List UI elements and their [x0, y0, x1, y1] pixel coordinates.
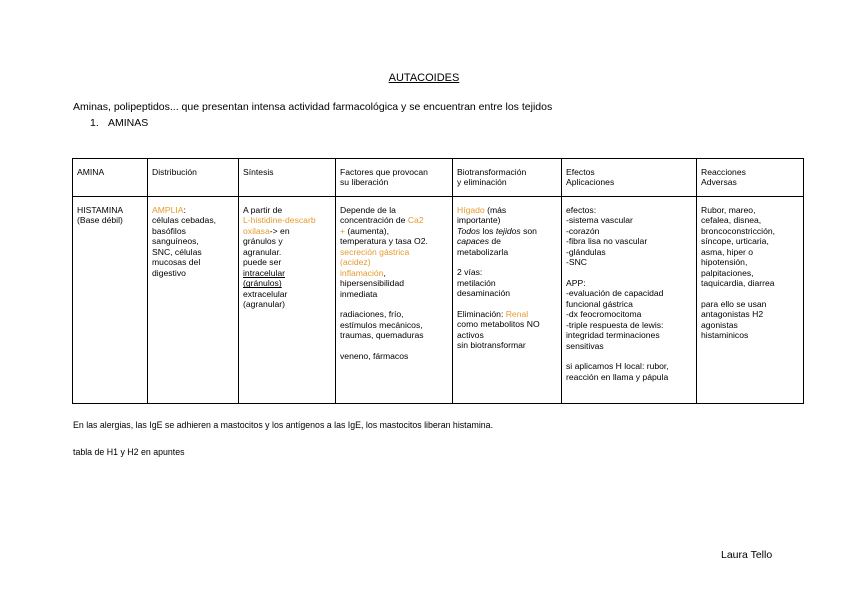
header-distribucion: Distribución: [148, 159, 239, 197]
list-number: 1.: [90, 117, 99, 129]
table-reference-note: tabla de H1 y H2 en apuntes: [73, 447, 185, 457]
header-reacciones: Reacciones Adversas: [697, 159, 804, 197]
table-row: [73, 197, 804, 404]
cell-amina: HISTAMINA (Base débil): [73, 197, 148, 404]
list-label: AMINAS: [108, 117, 149, 129]
list-item-aminas: [90, 117, 148, 129]
header-biotransformacion: Biotransformación y eliminación: [453, 159, 562, 197]
cell-factores: Depende de la concentración de Ca2 + (aumenta), temperatura y tasa O2. secreción gástrica (acidez) inflamación, hipersensibilidad inmediata radiaciones, frío, estímulos mecánicos, traumas, quemaduras veneno, fármacos: [336, 197, 453, 404]
intro-text: Aminas, polipeptidos... que presentan intensa actividad farmacológica y se encuentran entre los tejidos: [73, 101, 553, 113]
cell-distribucion: AMPLIA: células cebadas, basófilos sanguíneos, SNC, células mucosas del digestivo: [148, 197, 239, 404]
header-amina: AMINA: [73, 159, 148, 197]
header-factores: Factores que provocan su liberación: [336, 159, 453, 197]
cell-sintesis: A partir de L-histidine-descarb oxilasa-> en gránulos y agranular. puede ser intracelular (gránulos) extracelular (agranular): [239, 197, 336, 404]
author-name: Laura Tello: [721, 549, 773, 561]
header-sintesis: Síntesis: [239, 159, 336, 197]
allergy-note: En las alergias, las IgE se adhieren a mastocitos y los antígenos a las IgE, los mastocitos liberan histamina.: [73, 420, 494, 430]
cell-biotransformacion: Hígado (más importante) Todos los tejidos son capaces de metabolizarla 2 vías: metilación desaminación Eliminación: Renal como metabolitos NO activos sin biotransformar: [453, 197, 562, 404]
cell-reacciones: Rubor, mareo, cefalea, disnea, broncoconstricción, síncope, urticaria, asma, hiper o hipotensión, palpitaciones, taquicardia, diarrea para ello se usan antagonistas H2 agonistas histaminicos: [697, 197, 804, 404]
header-efectos: Efectos Aplicaciones: [562, 159, 697, 197]
autacoides-table: [72, 158, 804, 404]
table-header-row: [73, 159, 804, 197]
document-title: AUTACOIDES: [388, 72, 460, 84]
cell-efectos: efectos: -sistema vascular -corazón -fibra lisa no vascular -glándulas -SNC APP: -evaluación de capacidad funcional gástrica -dx feocromocitoma -triple respuesta de lewis: integridad terminaciones sensitivas si aplicamos H local: rubor, reacción en llama y pápula: [562, 197, 697, 404]
